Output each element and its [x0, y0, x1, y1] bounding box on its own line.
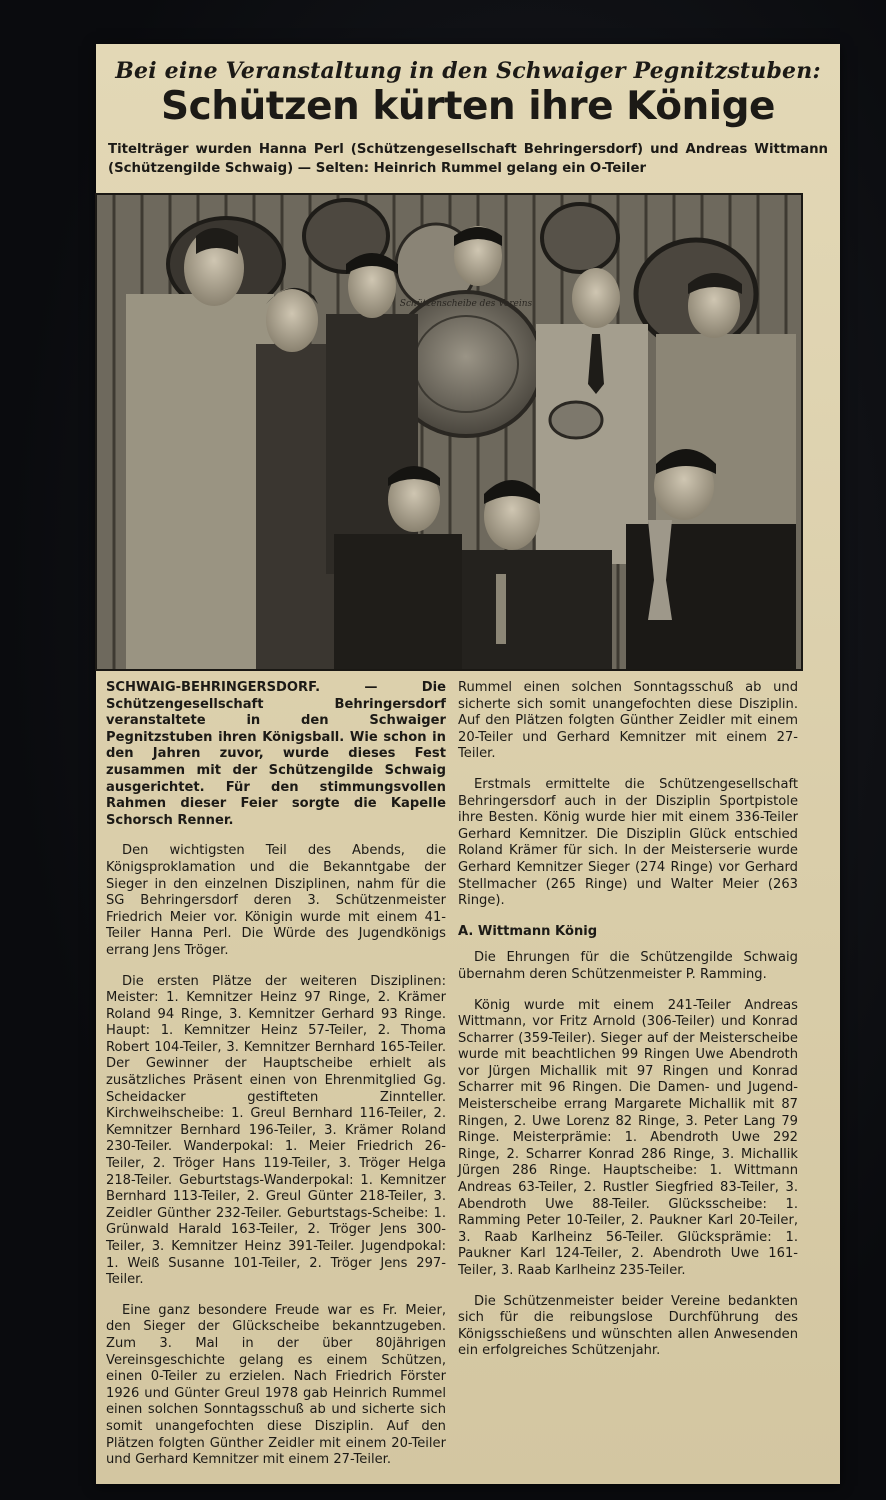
paragraph-zero-shot: Eine ganz besondere Freude war es Fr. Meier, den Sieger der Glückscheibe bekanntzugeben. Zum 3. Mal in der über 80jährigen Vereinsgeschichte gelang es einem Schützen, einen 0-Teiler zu erzielen. Nach Friedrich Förster 1926 und Günter Greul 1978 gab Heinrich Rummel einen solchen Sonntagsschuß ab und sicherte sich somit unangefochten diese Disziplin. Auf den Plätzen folgten Günther Zeidler mit einem 20-Teiler und Gerhard Kemnitzer mit einem 27-Teiler. [106, 1302, 446, 1468]
group-photo-illustration [96, 194, 802, 670]
lead-paragraph [106, 680, 446, 829]
article-column-left [106, 680, 446, 1468]
newspaper-clipping [96, 44, 840, 1484]
group-photo [96, 194, 802, 670]
paragraph-zero-shot-continued: Rummel einen solchen Sonntagsschuß ab und sicherte sich somit unangefochten diese Disziplin. Auf den Plätzen folgten Günther Zeidler mit einem 20-Teiler und Gerhard Kemnitzer mit einem 27-Teiler. [458, 680, 798, 762]
lead-text: Die Schützengesellschaft Behringersdorf veranstaltete in den Schwaiger Pegnitzstuben ihren Königsball. Wie schon in den Jahren zuvor, wurde dieses Fest zusammen mit der Schützengilde Schwaig ausgerichtet. Für den stimmungsvollen Rahmen dieser Feier sorgte die Kapelle Schorsch Renner. [106, 680, 446, 828]
paragraph-results-behringersdorf: Die ersten Plätze der weiteren Disziplinen: Meister: 1. Kemnitzer Heinz 97 Ringe, 2. Krämer Roland 94 Ringe, 3. Kemnitzer Gerhard 93 Ringe. Haupt: 1. Kemnitzer Heinz 57-Teiler, 2. Thoma Robert 104-Teiler, 3. Kemnitzer Bernhard 165-Teiler. Der Gewinner der Hauptscheibe erhielt als zusätzliches Präsent einen von Ehrenmitglied Gg. Scheidacker gestifteten Zinnteller. Kirchweihscheibe: 1. Greul Bernhard 116-Teiler, 2. Kemnitzer Bernhard 196-Teiler, 3. Krämer Roland 230-Teiler. Wanderpokal: 1. Meier Friedrich 26-Teiler, 2. Tröger Hans 119-Teiler, 3. Tröger Helga 218-Teiler. Geburtstags-Wanderpokal: 1. Kemnitzer Bernhard 113-Teiler, 2. Greul Günter 218-Teiler, 3. Zeidler Günther 232-Teiler. Geburtstags-Scheibe: 1. Grünwald Harald 163-Teiler, 2. Tröger Jens 300-Teiler, 3. Kemnitzer Heinz 391-Teiler. Jugendpokal: 1. Weiß Susanne 101-Teiler, 2. Tröger Jens 297-Teiler. [106, 973, 446, 1288]
article-column-right [458, 680, 798, 1374]
paragraph-proclamation: Den wichtigsten Teil des Abends, die Königsproklamation und die Bekanntgabe der Sieger in den einzelnen Disziplinen, nahm für die SG Behringersdorf deren 3. Schützenmeister Friedrich Meier vor. Königin wurde mit einem 41-Teiler Hanna Perl. Die Würde des Jugendkönigs errang Jens Tröger. [106, 843, 446, 958]
paragraph-schwaig-results: König wurde mit einem 241-Teiler Andreas Wittmann, vor Fritz Arnold (306-Teiler) und Konrad Scharrer (359-Teiler). Sieger auf der Meisterscheibe wurde mit beachtlichen 99 Ringen Uwe Abendroth vor Jürgen Michallik mit 97 Ringen und Konrad Scharrer mit 96 Ringen. Die Damen- und Jugend-Meisterscheibe errang Margarete Michallik mit 87 Ringen, 2. Uwe Lorenz 82 Ringe, 3. Peter Lang 79 Ringe. Meisterprämie: 1. Abendroth Uwe 292 Ringe, 2. Scharrer Konrad 286 Ringe, 3. Michallik Jürgen 286 Ringe. Hauptscheibe: 1. Wittmann Andreas 63-Teiler, 2. Rustler Siegfried 83-Teiler, 3. Abendroth Uwe 88-Teiler. Glücksscheibe: 1. Ramming Peter 10-Teiler, 2. Paukner Karl 20-Teiler, 3. Raab Karlheinz 56-Teiler. Glücksprämie: 1. Paukner Karl 124-Teiler, 2. Abendroth Uwe 161-Teiler, 3. Raab Karlheinz 235-Teiler. [458, 997, 798, 1278]
dateline: SCHWAIG-BEHRINGERSDORF. — [106, 680, 378, 695]
subheadline: Titelträger wurden Hanna Perl (Schützengesellschaft Behringersdorf) und Andreas Wittmann (Schützengilde Schwaig) — Selten: Heinrich Rummel gelang ein O-Teiler [108, 142, 828, 176]
headline: Schützen kürten ihre Könige [161, 84, 775, 129]
paragraph-sportpistole: Erstmals ermittelte die Schützengesellschaft Behringersdorf auch in der Disziplin Sportpistole ihre Besten. König wurde hier mit einem 336-Teiler Gerhard Kemnitzer. Die Disziplin Glück entschied Roland Krämer für sich. In der Meisterserie wurde Gerhard Kemnitzer Sieger (274 Ringe) vor Gerhard Stellmacher (265 Ringe) und Walter Meier (263 Ringe). [458, 776, 798, 909]
subheading-wittmann: A. Wittmann König [458, 923, 598, 939]
paragraph-schwaig-honors: Die Ehrungen für die Schützengilde Schwaig übernahm deren Schützenmeister P. Ramming. [458, 950, 798, 982]
paragraph-closing: Die Schützenmeister beider Vereine bedankten sich für die reibungslose Durchführung des Königsschießens und wünschten allen Anwesenden ein erfolgreiches Schützenjahr. [458, 1293, 798, 1359]
plate-inscription: Schützenscheibe des Vereins [399, 299, 533, 309]
kicker-line: Bei eine Veranstaltung in den Schwaiger Pegnitzstuben: [115, 58, 821, 84]
